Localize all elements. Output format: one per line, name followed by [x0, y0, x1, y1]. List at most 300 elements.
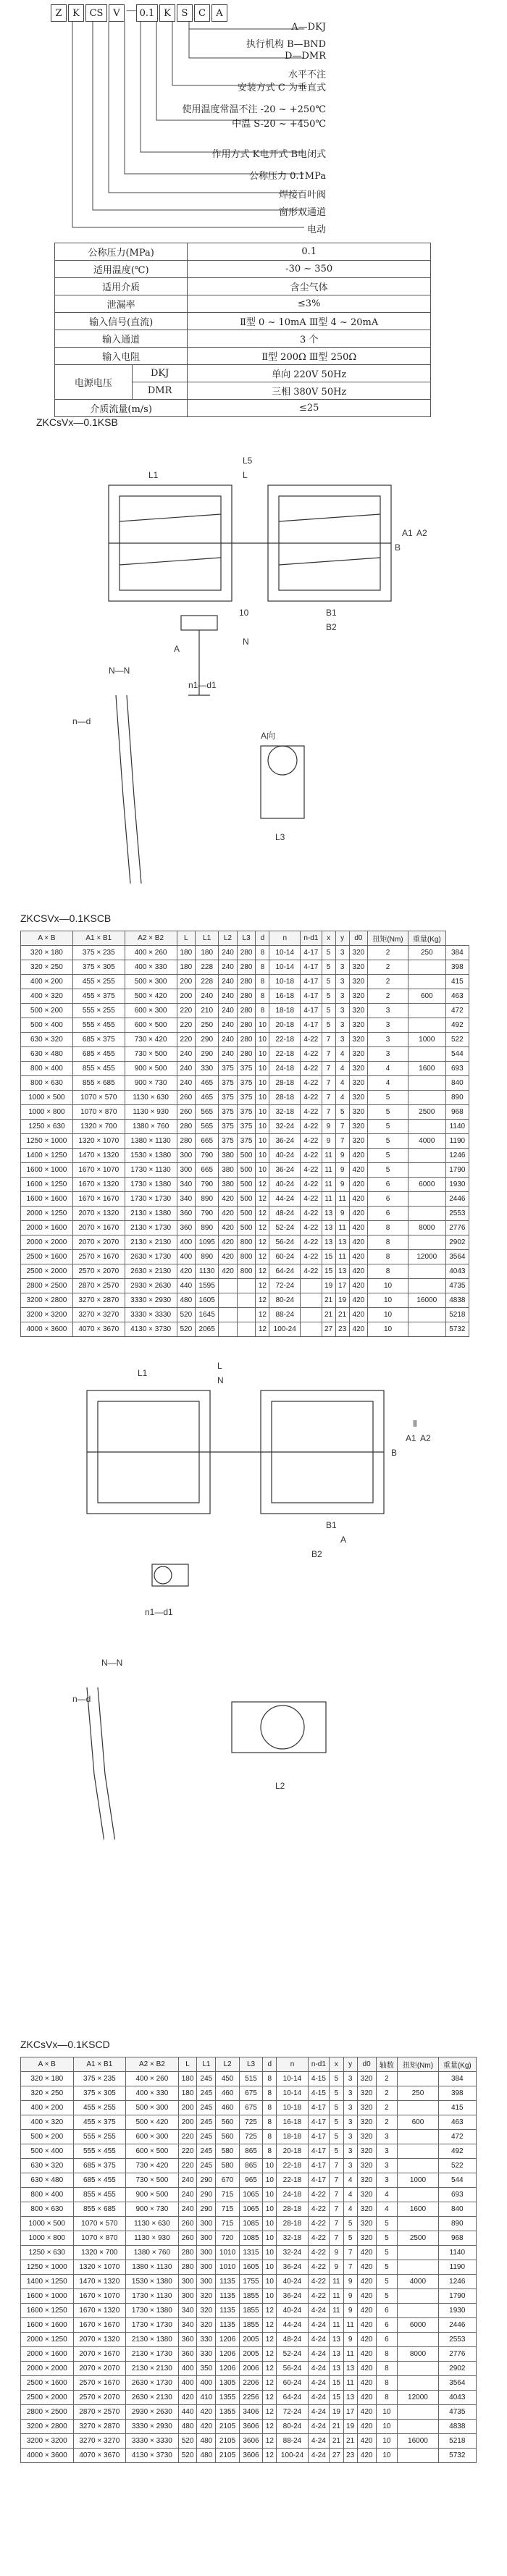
table-cell: 10 — [256, 1105, 269, 1120]
table-cell: 725 — [239, 2130, 262, 2144]
spec-row — [55, 243, 431, 261]
table-cell: 4 — [343, 2188, 357, 2202]
column-header: L2 — [216, 2057, 239, 2072]
table-cell: 375 — [219, 1076, 238, 1091]
column-header: L1 — [197, 2057, 216, 2072]
table-cell: 320 — [349, 1076, 368, 1091]
column-header: L3 — [237, 931, 256, 946]
table-cell: 21 — [330, 2434, 343, 2449]
table-cell: 465 — [196, 1091, 219, 1105]
table-cell: 11 — [343, 2347, 357, 2362]
table-cell — [219, 1322, 238, 1337]
table-cell: 2553 — [445, 1207, 469, 1221]
table-cell: 465 — [196, 1076, 219, 1091]
table-cell: 5218 — [445, 1308, 469, 1322]
table-cell: 2070 × 2070 — [72, 1235, 125, 1250]
table-cell — [237, 1293, 256, 1308]
table-cell: 320 — [357, 2188, 376, 2202]
table-cell: 4-24 — [308, 2420, 330, 2434]
table-cell: 480 — [197, 2434, 216, 2449]
table-cell: 2500 × 2000 — [21, 2391, 74, 2405]
table-cell: 280 — [177, 1120, 196, 1134]
table-cell: 2500 — [408, 1105, 445, 1120]
spec-label: 输入信号(直流) — [55, 313, 188, 330]
table-cell: 290 — [196, 1047, 219, 1062]
spec-row — [55, 278, 431, 295]
table-row — [21, 1062, 469, 1076]
table-cell: 560 — [216, 2115, 239, 2130]
table-cell: 420 — [357, 2304, 376, 2318]
table-cell — [219, 1293, 238, 1308]
table-cell: 13 — [322, 1221, 335, 1235]
column-header: L3 — [239, 2057, 262, 2072]
spec-value: ≤25 — [188, 400, 431, 417]
table-cell: 4-17 — [308, 2159, 330, 2173]
table-cell: 685 × 375 — [73, 2159, 126, 2173]
table-cell: 3 — [343, 2101, 357, 2115]
table-cell: 968 — [438, 2231, 476, 2246]
table-cell: 3 — [376, 2130, 398, 2144]
table-row — [21, 2130, 477, 2144]
table-cell: 1670 × 1670 — [73, 2318, 126, 2333]
table-cell: 4-22 — [301, 1076, 322, 1091]
column-header: A2 × B2 — [126, 2057, 179, 2072]
table-cell: 1670 × 1070 — [73, 2289, 126, 2304]
table-cell: 32-18 — [269, 1105, 301, 1120]
table-cell: 32-18 — [277, 2231, 308, 2246]
table-cell: 280 — [237, 946, 256, 960]
table-cell: 730 × 500 — [126, 2173, 179, 2188]
table-cell: 10 — [263, 2275, 277, 2289]
table-cell — [398, 2449, 438, 2463]
table-cell: 320 — [357, 2101, 376, 2115]
table-cell: 4-22 — [301, 1192, 322, 1207]
table-cell: 15 — [322, 1264, 335, 1279]
table-cell: 10 — [376, 2449, 398, 2463]
table-cell: 500 × 420 — [126, 2115, 179, 2130]
table-cell: 21 — [343, 2434, 357, 2449]
table-cell: 260 — [178, 2231, 197, 2246]
table-cell: 180 — [196, 946, 219, 960]
table-cell: 675 — [239, 2086, 262, 2101]
table-cell: 300 — [197, 2246, 216, 2260]
table-cell: 10 — [376, 2405, 398, 2420]
table-cell: 13 — [343, 2362, 357, 2376]
table-cell: 1670 × 1320 — [72, 1178, 125, 1192]
table-cell: 17 — [343, 2405, 357, 2420]
code-box: K — [159, 4, 175, 22]
table-row — [21, 2434, 477, 2449]
table-cell: 18-18 — [269, 1004, 301, 1018]
table-cell: 1730 × 1130 — [125, 1163, 177, 1178]
table-cell: 320 — [357, 2231, 376, 2246]
table-row — [21, 2405, 477, 2420]
table-cell: 1600 × 1250 — [21, 1178, 73, 1192]
table-cell: 4070 × 3670 — [73, 2449, 126, 2463]
table-cell: 675 — [239, 2101, 262, 2115]
table-cell: 10 — [256, 1033, 269, 1047]
table-cell: 320 — [357, 2144, 376, 2159]
table-cell: 890 — [196, 1221, 219, 1235]
table-cell: 320 — [349, 1033, 368, 1047]
table-cell: 420 — [219, 1250, 238, 1264]
table-cell: 4-22 — [308, 2202, 330, 2217]
table-cell: 3 — [335, 1033, 349, 1047]
column-header: A × B — [21, 931, 73, 946]
table-cell: 48-24 — [269, 1207, 301, 1221]
table-cell — [398, 2362, 438, 2376]
table-cell: 4 — [343, 2202, 357, 2217]
dim-label: N — [243, 637, 249, 647]
table-cell: 360 — [177, 1221, 196, 1235]
table-cell: 320 — [357, 2072, 376, 2086]
table-row — [21, 1178, 469, 1192]
table-cell: 23 — [343, 2449, 357, 2463]
table-cell: 420 — [357, 2405, 376, 2420]
table-cell: 5 — [322, 975, 335, 989]
table-cell: 500 × 400 — [21, 2144, 74, 2159]
table-cell: 3 — [343, 2115, 357, 2130]
table-cell: 1000 — [398, 2173, 438, 2188]
table-cell: 730 × 420 — [125, 1033, 177, 1047]
table-cell: 2630 × 1730 — [126, 2376, 179, 2391]
table-cell: 8 — [263, 2144, 277, 2159]
table-cell: 10 — [256, 1047, 269, 1062]
table-cell: 260 — [177, 1091, 196, 1105]
table-row — [21, 2318, 477, 2333]
column-header: 轴数 — [376, 2057, 398, 2072]
legend-item: 水平不注 — [288, 70, 326, 80]
table-cell: 220 — [178, 2144, 197, 2159]
spec-label: 输入通道 — [55, 330, 188, 348]
table-cell: 1670 × 1070 — [72, 1163, 125, 1178]
table-cell — [408, 1076, 445, 1091]
table-cell: 9 — [335, 1207, 349, 1221]
dim-label: B1 — [326, 1520, 337, 1530]
spec-label: 适用温度(℃) — [55, 261, 188, 278]
table-cell: 6000 — [398, 2318, 438, 2333]
table-cell: 4 — [335, 1047, 349, 1062]
table-cell — [408, 1235, 445, 1250]
table-cell: 4-17 — [301, 1004, 322, 1018]
table-cell: 492 — [438, 2144, 476, 2159]
code-box: CS — [85, 4, 107, 22]
table-cell: 480 — [197, 2449, 216, 2463]
table-cell: 400 — [177, 1235, 196, 1250]
table-cell: 1855 — [239, 2318, 262, 2333]
table-cell: 500 — [237, 1221, 256, 1235]
table-cell: 7 — [322, 1033, 335, 1047]
table-cell: 1095 — [196, 1235, 219, 1250]
dim-label: B — [395, 542, 401, 553]
table-cell: 1246 — [445, 1149, 469, 1163]
table-cell: 544 — [445, 1047, 469, 1062]
table-cell: 300 — [197, 2275, 216, 2289]
table-cell: 290 — [197, 2188, 216, 2202]
table-cell: 3 — [343, 2159, 357, 2173]
table-cell: 10 — [256, 1091, 269, 1105]
table-cell: 240 — [219, 1018, 238, 1033]
table-cell: 8000 — [408, 1221, 445, 1235]
table-cell — [398, 2188, 438, 2202]
table-cell: 1250 × 630 — [21, 2246, 74, 2260]
table-cell: 375 — [237, 1091, 256, 1105]
table-cell: 16000 — [408, 1293, 445, 1308]
table-cell: 180 — [178, 2072, 197, 2086]
table-cell: 600 × 500 — [125, 1018, 177, 1033]
spec-label: 公称压力(MPa) — [55, 243, 188, 261]
table-cell: 10 — [263, 2173, 277, 2188]
table-cell: 2570 × 1670 — [72, 1250, 125, 1264]
table-cell: 1190 — [445, 1134, 469, 1149]
table-cell: 1470 × 1320 — [72, 1149, 125, 1163]
table-cell: 3330 × 3330 — [125, 1308, 177, 1322]
table-cell: 840 — [445, 1076, 469, 1091]
table-cell: 12 — [263, 2420, 277, 2434]
table-cell: 730 × 500 — [125, 1047, 177, 1062]
section-caption: ZKCsVx—0.1KSCD — [20, 2039, 110, 2050]
table-cell: 8 — [376, 2347, 398, 2362]
table-cell: 375 — [219, 1062, 238, 1076]
table-cell: 3 — [335, 1018, 349, 1033]
table-cell: 2446 — [445, 1192, 469, 1207]
table-cell: 3200 × 2800 — [21, 2420, 74, 2434]
table-cell: 13 — [330, 2362, 343, 2376]
legend-item: 公称压力 0.1MPa — [248, 171, 326, 182]
table-cell: 8 — [263, 2130, 277, 2144]
table-cell: 685 × 455 — [73, 2173, 126, 2188]
table-cell: 88-24 — [269, 1308, 301, 1322]
table-cell: 2000 × 1250 — [21, 2333, 74, 2347]
table-cell — [301, 1279, 322, 1293]
table-cell: 7 — [322, 1105, 335, 1120]
table-cell: 240 — [219, 1004, 238, 1018]
table-cell: 300 — [177, 1149, 196, 1163]
table-cell: 12 — [263, 2391, 277, 2405]
table-cell: 3 — [335, 946, 349, 960]
table-cell: 384 — [438, 2072, 476, 2086]
table-cell: 1855 — [239, 2289, 262, 2304]
table-cell: 4 — [335, 1062, 349, 1076]
table-cell: 9 — [330, 2260, 343, 2275]
table-cell: 1930 — [438, 2304, 476, 2318]
table-cell: 12 — [263, 2304, 277, 2318]
table-cell: 472 — [445, 1004, 469, 1018]
legend-item: 中温 S-20 ~ +450℃ — [232, 119, 326, 130]
table-cell: 12 — [256, 1293, 269, 1308]
table-cell: 4-22 — [301, 1250, 322, 1264]
spec-value: 3 个 — [188, 330, 431, 348]
table-cell: 240 — [219, 1047, 238, 1062]
table-cell: 27 — [330, 2449, 343, 2463]
table-cell: 10 — [368, 1279, 408, 1293]
table-cell: 1320 × 700 — [73, 2246, 126, 2260]
table-cell: 12 — [263, 2434, 277, 2449]
table-cell: 44-24 — [269, 1192, 301, 1207]
table-cell: 400 × 260 — [125, 946, 177, 960]
table-cell: 1730 × 1130 — [126, 2289, 179, 2304]
table-cell: 1595 — [196, 1279, 219, 1293]
table-cell: 19 — [335, 1293, 349, 1308]
table-cell: 245 — [197, 2115, 216, 2130]
table-cell: 420 — [357, 2318, 376, 2333]
table-cell: 1600 × 1250 — [21, 2304, 74, 2318]
table-cell: 4-22 — [308, 2275, 330, 2289]
table-cell: 1605 — [196, 1293, 219, 1308]
table-cell: 200 — [177, 989, 196, 1004]
table-cell: 2000 × 1600 — [21, 2347, 74, 2362]
table-row — [21, 2217, 477, 2231]
table-cell: 8 — [256, 989, 269, 1004]
table-cell: 330 — [197, 2347, 216, 2362]
table-cell: 4-24 — [308, 2304, 330, 2318]
table-cell: 500 — [237, 1178, 256, 1192]
table-cell: 715 — [216, 2188, 239, 2202]
table-cell — [301, 1308, 322, 1322]
table-cell: 492 — [445, 1018, 469, 1033]
table-cell: 9 — [335, 1149, 349, 1163]
table-cell: 1065 — [239, 2188, 262, 2202]
table-cell: 8 — [263, 2072, 277, 2086]
table-cell: 5 — [368, 1163, 408, 1178]
table-cell: 1130 × 930 — [126, 2231, 179, 2246]
table-cell: 11 — [335, 1192, 349, 1207]
table-cell: 4-17 — [308, 2173, 330, 2188]
table-cell: 12 — [256, 1279, 269, 1293]
table-cell: 2006 — [239, 2362, 262, 2376]
table-cell: 420 — [178, 2391, 197, 2405]
table-cell — [398, 2289, 438, 2304]
legend-item: D—DMR — [285, 51, 326, 62]
table-cell: 240 — [196, 989, 219, 1004]
table-cell: 4-22 — [301, 1033, 322, 1047]
spec-sub: DKJ — [132, 365, 187, 382]
table-cell: 36-24 — [269, 1134, 301, 1149]
table-cell: 522 — [438, 2159, 476, 2173]
table-cell: 855 × 685 — [73, 2202, 126, 2217]
table-cell: 5 — [330, 2115, 343, 2130]
table-cell: 2930 × 2630 — [125, 1279, 177, 1293]
dim-label: n—d — [72, 716, 91, 726]
table-cell: 5 — [330, 2130, 343, 2144]
table-cell: 420 — [349, 1279, 368, 1293]
table-cell: 3330 × 2930 — [125, 1293, 177, 1308]
code-box: K — [68, 4, 84, 22]
table-row — [21, 2289, 477, 2304]
table-cell: 463 — [438, 2115, 476, 2130]
table-cell: 11 — [322, 1178, 335, 1192]
table-cell: 48-24 — [277, 2333, 308, 2347]
table-cell: 375 — [219, 1120, 238, 1134]
table-cell: 2500 × 1600 — [21, 2376, 74, 2391]
table-cell: 420 — [357, 2246, 376, 2260]
table-cell: 2070 × 1320 — [73, 2333, 126, 2347]
table-cell: 1135 — [216, 2289, 239, 2304]
column-header: n — [277, 2057, 308, 2072]
table-cell: 665 — [196, 1163, 219, 1178]
table-cell: 320 — [349, 1062, 368, 1076]
table-row — [21, 2260, 477, 2275]
table-cell: 1130 × 630 — [125, 1091, 177, 1105]
table-header-row — [21, 2057, 477, 2072]
table-cell: 400 × 260 — [126, 2072, 179, 2086]
table-cell: 10 — [263, 2159, 277, 2173]
table-cell: 5 — [368, 1105, 408, 1120]
column-header: 重量(Kg) — [408, 931, 445, 946]
table-cell: 2630 × 1730 — [125, 1250, 177, 1264]
table-cell — [237, 1308, 256, 1322]
table-cell: 520 — [177, 1322, 196, 1337]
spec-label: 介质流量(m/s) — [55, 400, 188, 417]
table-cell: 12 — [256, 1178, 269, 1192]
table-cell: 415 — [438, 2101, 476, 2115]
table-cell: 1600 × 1000 — [21, 2289, 74, 2304]
table-cell: 12 — [256, 1207, 269, 1221]
table-cell: 800 × 630 — [21, 1076, 73, 1091]
table-cell: 1380 × 760 — [125, 1120, 177, 1134]
legend-item: 电动 — [306, 225, 326, 235]
table-cell: 500 × 200 — [21, 1004, 73, 1018]
table-cell: 500 — [237, 1149, 256, 1163]
table-cell: 2570 × 1670 — [73, 2376, 126, 2391]
table-cell: 280 — [237, 1004, 256, 1018]
code-box: A — [211, 4, 227, 22]
table-cell: 1305 — [216, 2376, 239, 2391]
table-cell: 800 × 630 — [21, 2202, 74, 2217]
table-cell: 420 — [357, 2362, 376, 2376]
table-cell: 4130 × 3730 — [125, 1322, 177, 1337]
table-cell: 400 — [177, 1250, 196, 1264]
table-cell: 2065 — [196, 1322, 219, 1337]
table-row — [21, 2144, 477, 2159]
table-cell: 1470 × 1320 — [73, 2275, 126, 2289]
column-header: d0 — [357, 2057, 376, 2072]
table-cell: 2902 — [445, 1235, 469, 1250]
table-cell: 28-18 — [277, 2202, 308, 2217]
spec-label: 电源电压 — [55, 365, 133, 400]
table-row — [21, 975, 469, 989]
table-cell: 1140 — [445, 1120, 469, 1134]
table-cell: 11 — [343, 2318, 357, 2333]
table-cell: 460 — [216, 2101, 239, 2115]
table-cell: 2206 — [239, 2376, 262, 2391]
table-cell: 3 — [376, 2159, 398, 2173]
dim-label: L1 — [138, 1368, 148, 1378]
table-cell: 693 — [438, 2188, 476, 2202]
table-cell: 11 — [343, 2376, 357, 2391]
table-cell: 420 — [219, 1264, 238, 1279]
table-cell: 12 — [263, 2347, 277, 2362]
table-cell: 320 — [357, 2115, 376, 2130]
table-cell: 10 — [263, 2289, 277, 2304]
table-cell: 1755 — [239, 2275, 262, 2289]
table-cell: 2500 × 1600 — [21, 1250, 73, 1264]
table-cell: 8 — [376, 2391, 398, 2405]
table-cell: 7 — [330, 2159, 343, 2173]
table-cell: 3 — [335, 960, 349, 975]
table-cell — [237, 1279, 256, 1293]
table-cell: 3270 × 2870 — [73, 2420, 126, 2434]
table-cell: 7 — [330, 2217, 343, 2231]
table-cell: 5 — [322, 989, 335, 1004]
table-cell: 11 — [330, 2275, 343, 2289]
table-cell: 3 — [368, 1004, 408, 1018]
table-cell: 2930 × 2630 — [126, 2405, 179, 2420]
table-row — [21, 2188, 477, 2202]
table-cell: 40-24 — [277, 2304, 308, 2318]
table-cell: 228 — [196, 960, 219, 975]
table-cell: 80-24 — [277, 2420, 308, 2434]
